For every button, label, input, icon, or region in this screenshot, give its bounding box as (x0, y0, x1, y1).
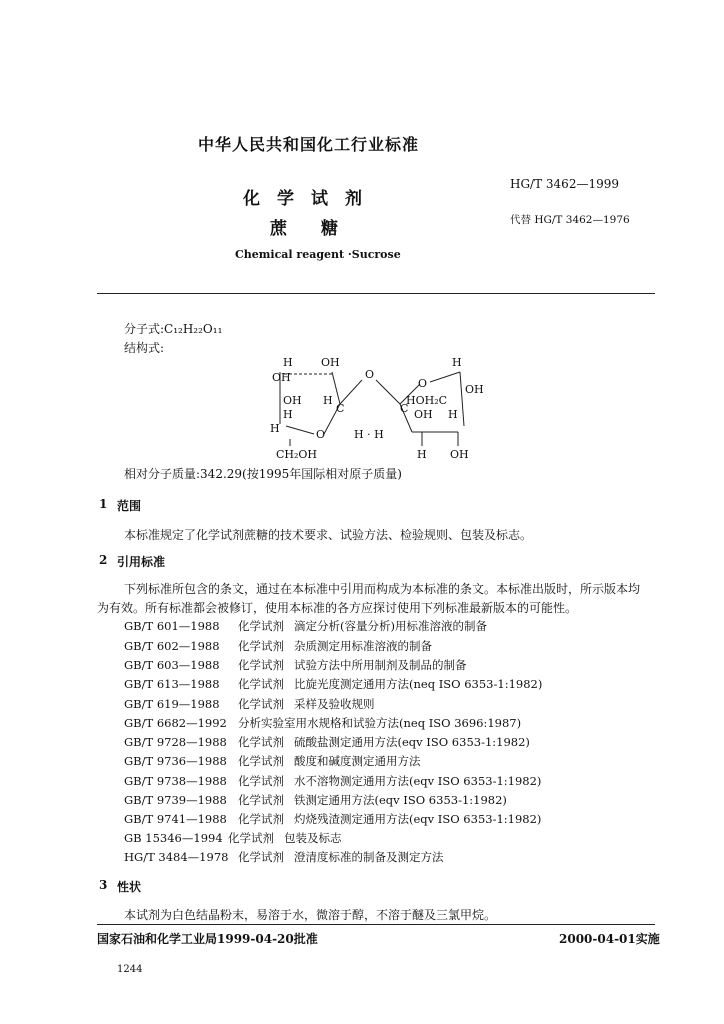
reference-category: 化学试剂 (238, 812, 284, 826)
reference-category: 化学试剂 (238, 850, 284, 864)
struct-ch2oh: CH₂OH (276, 448, 318, 461)
section-2-number: 2 (99, 553, 108, 567)
reference-title: 澄清度标准的制备及测定方法 (294, 850, 444, 864)
struct-oh-inner: OH (283, 394, 302, 407)
section-1-heading: 范围 (117, 499, 142, 513)
reference-code: GB/T 9739—1988 (124, 793, 227, 807)
implementation-date: 2000-04-01实施 (559, 932, 660, 946)
org-title: 中华人民共和国化工行业标准 (198, 135, 420, 154)
reference-title: 分析实验室用水规格和试验方法(neq ISO 3696:1987) (238, 716, 522, 730)
reference-row (124, 753, 421, 769)
reference-row (124, 638, 432, 654)
reference-title: 比旋光度测定通用方法(neq ISO 6353-1:1982) (294, 677, 543, 691)
struct-h-low-left: H (270, 422, 280, 435)
struct-oh-bottom: OH (450, 448, 469, 461)
reference-code: GB/T 613—1988 (124, 677, 220, 691)
reference-title: 滴定分析(容量分析)用标准溶液的制备 (294, 619, 487, 633)
reference-category: 化学试剂 (228, 831, 274, 845)
std-number: HG/T 3462—1999 (510, 177, 619, 191)
reference-title: 试验方法中所用制剂及制品的制备 (294, 658, 467, 672)
footer-rule (97, 924, 655, 925)
reference-title: 杂质测定用标准溶液的制备 (294, 639, 432, 653)
reference-category: 化学试剂 (238, 735, 284, 749)
reference-title: 包装及标志 (284, 831, 342, 845)
approval-note: 国家石油和化学工业局1999-04-20批准 (97, 932, 318, 946)
struct-h-top-right: H (452, 356, 462, 369)
reference-title: 水不溶物测定通用方法(eqv ISO 6353-1:1982) (294, 774, 542, 788)
reference-row (124, 696, 375, 712)
page-number: 1244 (117, 964, 143, 975)
struct-c-right: C (400, 402, 409, 415)
reference-row (124, 618, 487, 634)
struct-c-left: C (336, 402, 345, 415)
section-2-text-line1: 下列标准所包含的条文，通过在本标准中引用而构成为本标准的条文。本标准出版时，所示版本均 (124, 582, 641, 596)
struct-o-bridge: O (365, 368, 375, 381)
section-1-number: 1 (99, 497, 108, 511)
struct-h-dot-h: H · H (354, 428, 384, 441)
reference-code: GB/T 9738—1988 (124, 774, 227, 788)
replaces-note: 代替 HG/T 3462—1976 (510, 214, 630, 226)
struct-h-top-left: H (283, 356, 293, 369)
struct-oh-left: OH (272, 371, 291, 384)
struct-h-inner-right: H (448, 408, 458, 421)
reference-row (124, 792, 507, 808)
reference-row (124, 676, 542, 692)
doc-title: 化 学 试 剂 (243, 189, 362, 209)
reference-code: GB/T 601—1988 (124, 619, 220, 633)
reference-row (124, 734, 530, 750)
reference-code: GB/T 9741—1988 (124, 812, 227, 826)
reference-code: GB/T 6682—1992 (124, 716, 227, 730)
struct-h-bottom: H (417, 448, 427, 461)
reference-title: 采样及验收规则 (294, 697, 375, 711)
reference-category: 化学试剂 (238, 754, 284, 768)
section-2-text-line2: 为有效。所有标准都会被修订，使用本标准的各方应探讨使用下列标准最新版本的可能性。 (97, 601, 578, 615)
struct-o-ring-left: O (316, 428, 326, 441)
struct-oh-top-mid: OH (321, 356, 340, 369)
reference-category: 化学试剂 (238, 677, 284, 691)
doc-english-title: Chemical reagent ·Sucrose (235, 248, 401, 261)
reference-row (124, 830, 342, 846)
reference-category: 化学试剂 (238, 658, 284, 672)
reference-category: 化学试剂 (238, 793, 284, 807)
struct-oh-right: OH (465, 383, 484, 396)
reference-title: 硫酸盐测定通用方法(eqv ISO 6353-1:1982) (294, 735, 530, 749)
reference-category: 化学试剂 (238, 697, 284, 711)
struct-hoh2c: HOH₂C (406, 394, 448, 407)
reference-category: 化学试剂 (238, 639, 284, 653)
reference-title: 铁测定通用方法(eqv ISO 6353-1:1982) (294, 793, 507, 807)
sucrose-structure-diagram (262, 354, 522, 464)
reference-code: GB/T 603—1988 (124, 658, 220, 672)
reference-code: HG/T 3484—1978 (124, 850, 229, 864)
reference-code: GB/T 602—1988 (124, 639, 220, 653)
section-3-heading: 性状 (117, 880, 142, 894)
doc-subtitle: 蔗 糖 (270, 219, 338, 239)
reference-row (124, 715, 521, 731)
section-1-text: 本标准规定了化学试剂蔗糖的技术要求、试验方法、检验规则、包装及标志。 (124, 528, 533, 542)
section-3-text: 本试剂为白色结晶粉末，易溶于水，微溶于醇，不溶于醚及三氯甲烷。 (124, 908, 497, 922)
structure-label: 结构式: (124, 341, 165, 355)
molar-mass: 相对分子质量:342.29(按1995年国际相对原子质量) (124, 467, 402, 481)
molecular-formula: 分子式:C₁₂H₂₂O₁₁ (124, 322, 223, 336)
reference-row (124, 773, 541, 789)
reference-row (124, 657, 467, 673)
reference-row (124, 849, 444, 865)
reference-category: 化学试剂 (238, 619, 284, 633)
header-rule (97, 293, 655, 294)
struct-h-inner-1: H (323, 394, 333, 407)
reference-code: GB/T 619—1988 (124, 697, 220, 711)
reference-title: 酸度和碱度测定通用方法 (294, 754, 421, 768)
reference-row (124, 811, 541, 827)
section-2-heading: 引用标准 (117, 555, 166, 569)
struct-o-ring-right: O (418, 377, 428, 390)
reference-code: GB 15346—1994 (124, 831, 223, 845)
section-3-number: 3 (99, 878, 108, 892)
struct-oh-inner-right: OH (414, 408, 433, 421)
reference-category: 化学试剂 (238, 774, 284, 788)
reference-code: GB/T 9736—1988 (124, 754, 227, 768)
struct-h-left: H (283, 408, 293, 421)
reference-code: GB/T 9728—1988 (124, 735, 227, 749)
reference-title: 灼烧残渣测定通用方法(eqv ISO 6353-1:1982) (294, 812, 542, 826)
